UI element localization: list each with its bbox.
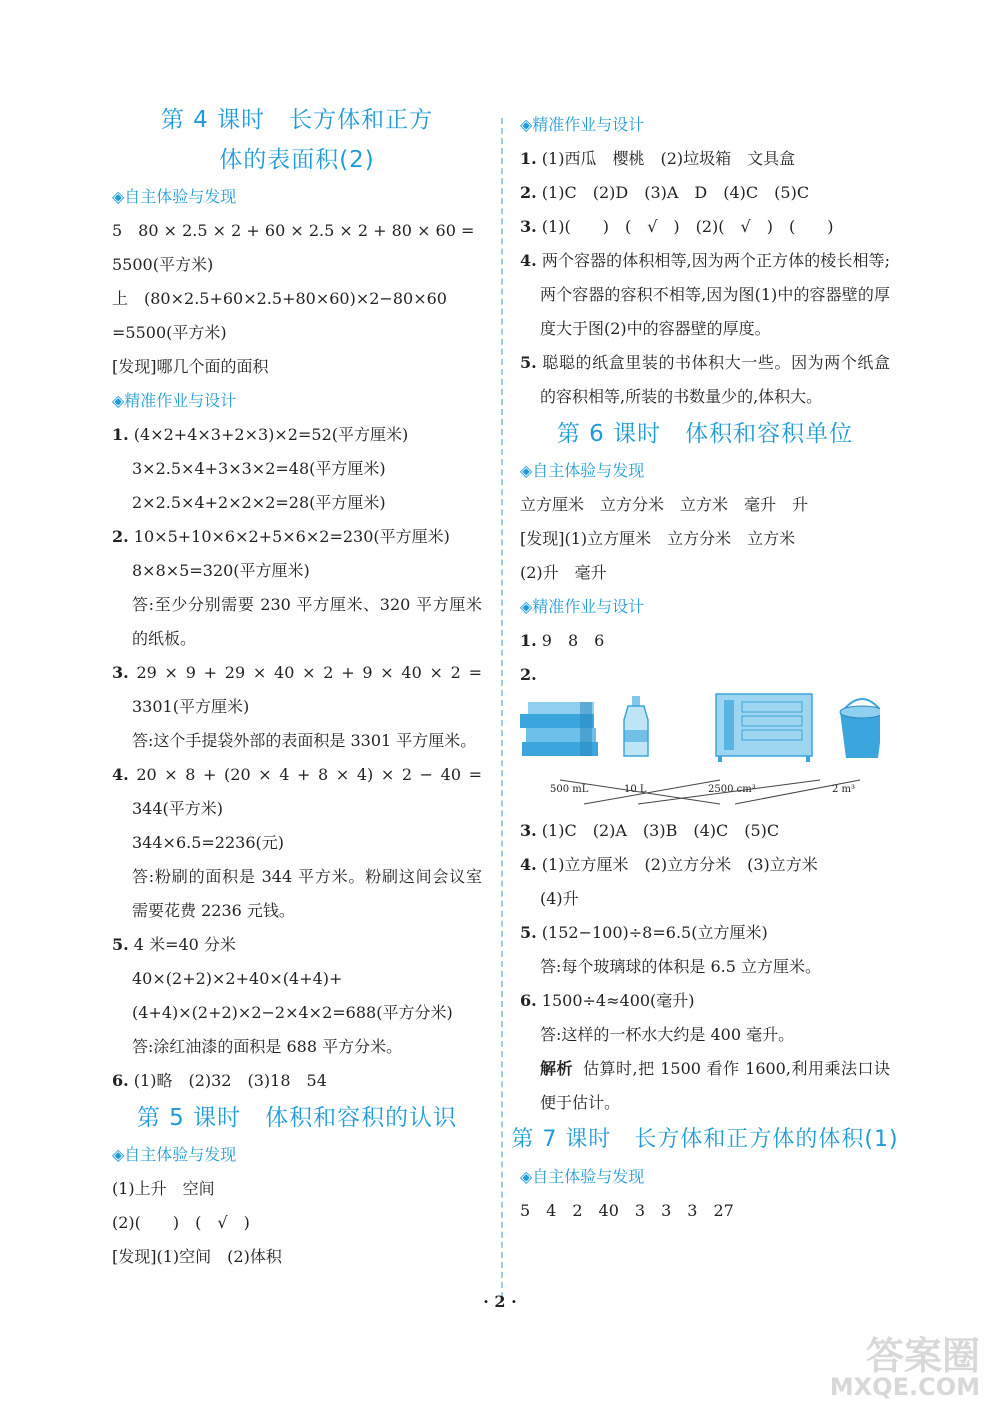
- text-line: [发现](1)立方厘米 立方分米 立方米: [520, 529, 796, 548]
- section-precise-homework: ◈精准作业与设计: [520, 597, 645, 616]
- text-line: 立方厘米 立方分米 立方米 毫升 升: [520, 495, 809, 514]
- section-self-experience: ◈自主体验与发现: [112, 187, 237, 206]
- column-divider: [501, 118, 503, 1298]
- lesson-6-title: 第 6 课时 体积和容积单位: [556, 421, 854, 447]
- question-4: 4. 20 × 8 + (20 × 4 + 8 × 4) × 2 − 40 = 344(平方米): [112, 765, 483, 818]
- question-3: 3. (1)( ) ( √ ) (2)( √ ) ( ): [520, 217, 834, 236]
- question-1: 1. (4×2+4×3+2×3)×2=52(平方厘米): [112, 425, 409, 444]
- answer-text: 答:至少分别需要 230 平方厘米、320 平方厘米的纸板。: [132, 595, 482, 648]
- lesson-4-title-line-2: 体的表面积(2): [219, 147, 375, 173]
- question-3: 3. (1)C (2)A (3)B (4)C (5)C: [520, 821, 780, 840]
- lesson-4-title-line-1: 第 4 课时 长方体和正方: [160, 107, 434, 133]
- question-2: 2.: [520, 665, 537, 684]
- question-6: 6. (1)略 (2)32 (3)18 54: [112, 1071, 327, 1090]
- text-line: 上 (80×2.5+60×2.5+80×60)×2−80×60: [112, 289, 447, 308]
- watermark-bottom: MXQE.COM: [829, 1373, 980, 1401]
- answer-text: 答:每个玻璃球的体积是 6.5 立方厘米。: [540, 957, 822, 976]
- answer-text: 答:这个手提袋外部的表面积是 3301 平方厘米。: [132, 731, 477, 750]
- section-self-experience: ◈自主体验与发现: [520, 461, 645, 480]
- bucket-icon: [840, 699, 880, 758]
- text-line: 40×(2+2)×2+40×(4+4)+(4+4)×(2+2)×2−2×4×2=688(平方分米): [132, 969, 453, 1022]
- figure-label: 2500 cm³: [708, 784, 756, 795]
- text-line: 344×6.5=2236(元): [132, 833, 285, 852]
- text-line: 5500(平方米): [112, 255, 214, 274]
- question-1: 1. (1)西瓜 樱桃 (2)垃圾箱 文具盒: [520, 149, 796, 168]
- answer-text: 答:粉刷的面积是 344 平方米。粉刷这间会议室需要花费 2236 元钱。: [132, 867, 482, 920]
- figure-label: 2 m³: [832, 784, 856, 795]
- text-line: (1)上升 空间: [112, 1179, 215, 1198]
- analysis-text: 解析 估算时,把 1500 看作 1600,利用乘法口诀便于估计。: [540, 1059, 890, 1112]
- text-line: 5 4 2 40 3 3 3 27: [520, 1201, 734, 1220]
- question-3: 3. 29 × 9 + 29 × 40 × 2 + 9 × 40 × 2 = 3301(平方厘米): [112, 663, 482, 716]
- question-1: 1. 9 8 6: [520, 631, 605, 650]
- bottle-icon: [624, 696, 648, 756]
- watermark: [750, 1325, 980, 1405]
- question-4: 4. (1)立方厘米 (2)立方分米 (3)立方米: [520, 855, 818, 874]
- lesson-5-title: 第 5 课时 体积和容积的认识: [136, 1105, 458, 1131]
- lesson-7-title: 第 7 课时 长方体和正方体的体积(1): [511, 1127, 899, 1152]
- matching-figure: [520, 692, 890, 814]
- section-precise-homework: ◈精准作业与设计: [520, 115, 645, 134]
- question-5: 5. 4 米=40 分米: [112, 935, 236, 954]
- text-line: 8×8×5=320(平方厘米): [132, 561, 310, 580]
- text-line: =5500(平方米): [112, 323, 227, 342]
- text-line: [发现](1)空间 (2)体积: [112, 1247, 282, 1266]
- matching-illustration: [520, 692, 880, 814]
- text-line: (2)( ) ( √ ): [112, 1213, 250, 1232]
- text-line: 5 80 × 2.5 × 2 + 60 × 2.5 × 2 + 80 × 60 =: [112, 221, 475, 240]
- left-column: [112, 100, 482, 1274]
- cabinet-icon: [716, 694, 812, 762]
- figure-label: 10 L: [624, 784, 647, 795]
- question-5: 5. 聪聪的纸盒里装的书体积大一些。因为两个纸盒的容积相等,所装的书数量少的,体积大。: [520, 353, 890, 406]
- section-precise-homework: ◈精准作业与设计: [112, 391, 237, 410]
- text-line: 3×2.5×4+3×3×2=48(平方厘米): [132, 459, 386, 478]
- section-self-experience: ◈自主体验与发现: [520, 1167, 645, 1186]
- question-4: 4. 两个容器的体积相等,因为两个正方体的棱长相等;两个容器的容积不相等,因为图(1)中的容器壁的厚度大于图(2)中的容器壁的厚度。: [520, 251, 890, 338]
- watermark-top: 答案圈: [865, 1334, 980, 1378]
- question-2: 2. 10×5+10×6×2+5×6×2=230(平方厘米): [112, 527, 450, 546]
- text-line: (4)升: [540, 889, 579, 908]
- answer-text: 答:涂红油漆的面积是 688 平方分米。: [132, 1037, 403, 1056]
- right-column: [511, 100, 899, 1228]
- text-line: (2)升 毫升: [520, 563, 607, 582]
- text-line: 2×2.5×4+2×2×2=28(平方厘米): [132, 493, 386, 512]
- page-number: · 2 ·: [483, 1292, 517, 1311]
- question-2: 2. (1)C (2)D (3)A D (4)C (5)C: [520, 183, 810, 202]
- question-5: 5. (152−100)÷8=6.5(立方厘米): [520, 923, 768, 942]
- books-icon: [520, 702, 598, 756]
- text-line: [发现]哪几个面的面积: [112, 357, 269, 376]
- figure-label: 500 mL: [550, 784, 589, 795]
- answer-text: 答:这样的一杯水大约是 400 毫升。: [540, 1025, 795, 1044]
- question-6: 6. 1500÷4≈400(毫升): [520, 991, 695, 1010]
- section-self-experience: ◈自主体验与发现: [112, 1145, 237, 1164]
